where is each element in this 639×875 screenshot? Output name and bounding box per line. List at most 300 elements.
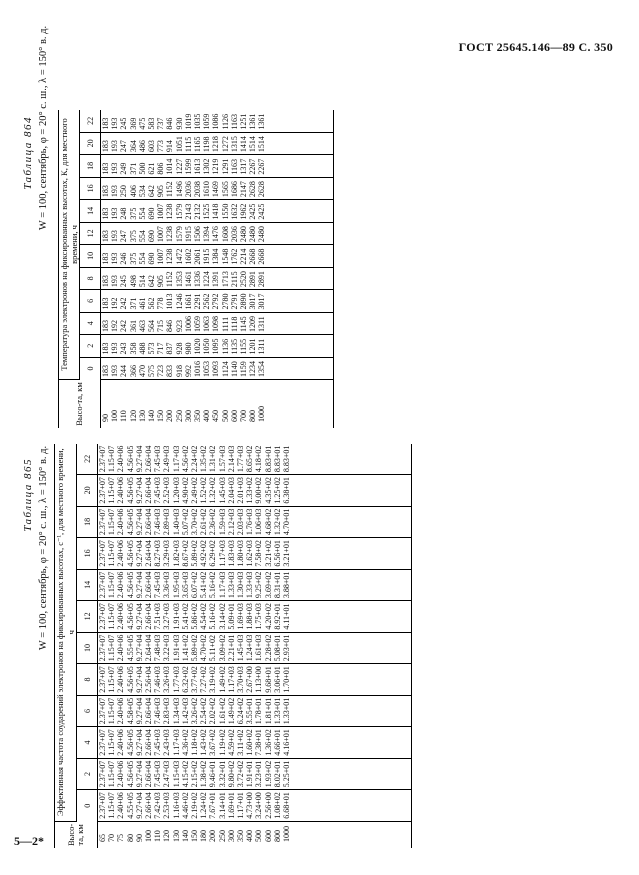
cell-value: 4.56+05 (125, 760, 135, 788)
cell-value: 1.43+02 (199, 729, 209, 756)
cell-value: 1394 (202, 226, 212, 243)
cell-value: 2.40+06 (116, 634, 126, 662)
cell-value: 1007 (156, 248, 166, 265)
cell-value: 4.68+02 (263, 508, 273, 536)
cell-value: 2.89+03 (162, 508, 172, 536)
cell-value: 4.56+05 (125, 445, 135, 473)
cell-value: 5.11+02 (208, 634, 218, 662)
cell-value: 1311 (257, 338, 267, 355)
cell-value: 2480 (248, 226, 258, 243)
cell-value: 4.70+01 (282, 508, 292, 536)
cell-value: 3.36+03 (162, 571, 172, 599)
cell-value: 6.07+02 (190, 571, 200, 599)
cell-value: 2.66+04 (144, 603, 154, 630)
cell-value: 1020 (193, 338, 203, 355)
cell-value: 2.40+06 (116, 508, 126, 536)
cell-value: 9.27+04 (134, 603, 144, 630)
cell-value: 1152 (165, 271, 175, 288)
cell-value: 5.89+02 (190, 540, 200, 567)
cell-value: 690 (147, 207, 157, 220)
cell-value: 1472 (174, 248, 184, 265)
cell-value: 3.23+01 (254, 760, 264, 788)
cell-value: 1.91+01 (245, 760, 255, 788)
cell-value: 5.16+02 (208, 571, 218, 599)
cell-value: 1118 (229, 316, 239, 333)
cell-value: 1.75+03 (254, 603, 264, 630)
cell-value: 1.93+02 (263, 760, 273, 788)
cell-value: 192 (110, 297, 120, 310)
cell-value: 5.86+02 (190, 603, 200, 630)
cell-value: 8.67+02 (180, 540, 190, 567)
cell-value: 1.15+07 (107, 729, 117, 756)
hour-header: 4 (77, 727, 98, 759)
cell-value: 1.82+03 (171, 540, 181, 567)
cell-value: 1548 (220, 248, 230, 265)
cell-value: 3.88+01 (282, 571, 292, 599)
value-column (101, 267, 334, 289)
altitude-value: 65 (98, 834, 107, 842)
cell-value: 2.66+04 (144, 792, 154, 819)
cell-value: 4.56+05 (125, 540, 135, 567)
cell-value: 717 (156, 342, 166, 355)
cell-value: 1.91+03 (171, 603, 181, 630)
hour-header: 16 (80, 177, 101, 199)
cell-value: 1019 (183, 113, 193, 130)
cell-value: 183 (101, 297, 110, 310)
cell-value: 1.15+03 (171, 760, 181, 788)
cell-value: 806 (156, 162, 166, 175)
cell-value: 3.70+02 (190, 508, 200, 536)
cell-value: 1163 (229, 113, 239, 130)
cell-value: 2562 (202, 293, 212, 310)
table-865-block (20, 445, 620, 848)
cell-value: 3017 (248, 293, 258, 310)
cell-value: 930 (174, 117, 184, 130)
altitude-value: 800 (248, 410, 258, 422)
cell-value: 7.45+03 (153, 760, 163, 788)
cell-value: 1317 (239, 158, 249, 175)
value-column (101, 290, 334, 312)
cell-value: 3.21+02 (263, 540, 273, 567)
cell-value: 554 (137, 252, 147, 265)
value-column (98, 664, 412, 696)
cell-value: 2.37+07 (98, 760, 107, 788)
cell-value: 7.38+01 (254, 729, 264, 756)
cell-value: 1713 (220, 271, 230, 288)
cell-value: 2.66+04 (144, 760, 154, 788)
cell-value: 4.56+05 (125, 477, 135, 504)
cell-value: 1007 (156, 226, 166, 243)
cell-value: 1251 (239, 113, 249, 130)
hour-header: 22 (80, 110, 101, 132)
cell-value: 1579 (174, 226, 184, 243)
cell-value: 1111 (220, 316, 230, 333)
cell-value: 2.37+07 (98, 666, 107, 693)
cell-value: 1234 (248, 361, 258, 377)
hour-header: 0 (77, 790, 98, 822)
cell-value: 8.31+01 (272, 571, 282, 599)
cell-value: 9.27+04 (134, 697, 144, 725)
cell-value: 2.21+01 (226, 634, 236, 662)
cell-value: 498 (128, 275, 138, 288)
cell-value: 6.32+02 (180, 666, 190, 693)
cell-value: 1311 (257, 316, 267, 333)
cell-value: 3.09+02 (217, 634, 227, 662)
cell-value: 3.69+02 (263, 571, 273, 599)
altitude-value: 140 (147, 410, 157, 422)
cell-value: 1.40+03 (171, 508, 181, 536)
cell-value: 5.08+01 (272, 634, 282, 662)
hour-header: 0 (80, 357, 101, 379)
cell-value: 1.76+03 (245, 508, 255, 536)
cell-value: 8.83+01 (282, 445, 292, 473)
data-table (58, 110, 334, 428)
cell-value: 248 (119, 207, 129, 220)
altitude-value: 140 (180, 830, 190, 842)
cell-value: 1.31+02 (208, 445, 218, 473)
hour-header: 20 (80, 132, 101, 154)
cell-value: 2.66+04 (144, 445, 154, 473)
cell-value: 7.42+03 (153, 792, 163, 819)
cell-value: 486 (137, 140, 147, 153)
cell-value: 2.14+03 (226, 445, 236, 473)
cell-value: 1291 (220, 158, 230, 175)
hour-header: 6 (77, 695, 98, 727)
cell-value: 375 (128, 207, 138, 220)
cell-value: 3.24+00 (254, 792, 264, 819)
cell-value: 1007 (156, 203, 166, 220)
cell-value: 249 (119, 162, 129, 175)
cell-value: 193 (110, 207, 120, 220)
cell-value: 183 (101, 140, 110, 153)
cell-value: 642 (147, 275, 157, 288)
cell-value: 2.66+04 (144, 477, 154, 504)
cell-value: 1.08+02 (272, 792, 282, 819)
cell-value: 3.11+02 (236, 729, 246, 756)
cell-value: 2036 (183, 181, 193, 198)
cell-value: 1565 (220, 181, 230, 198)
cell-value: 1.17+03 (171, 729, 181, 756)
cell-value: 1.80+03 (236, 540, 246, 567)
cell-value: 4.90+02 (180, 477, 190, 504)
altitude-value: 250 (174, 410, 184, 422)
altitude-value: 150 (156, 410, 166, 422)
cell-value: 1.24+02 (199, 792, 209, 819)
cell-value: 1.41+02 (180, 634, 190, 662)
value-column (98, 538, 412, 570)
cell-value: 193 (110, 252, 120, 265)
value-column (101, 155, 334, 177)
cell-value: 8.65+02 (245, 445, 255, 473)
value-column (101, 335, 334, 357)
cell-value: 3.26+02 (190, 697, 200, 725)
cell-value: 366 (128, 365, 138, 377)
altitude-value: 1000 (282, 826, 292, 842)
cell-value: 1.91+03 (171, 634, 181, 662)
cell-value: 2.40+06 (116, 760, 126, 788)
cell-value: 1059 (202, 113, 212, 130)
cell-value: 1496 (174, 181, 184, 198)
cell-value: 2791 (229, 293, 239, 310)
cell-value: 4.16+01 (282, 729, 292, 756)
cell-value: 183 (101, 117, 110, 130)
cell-value: 2.40+06 (116, 666, 126, 693)
cell-value: 2.28+02 (263, 634, 273, 662)
cell-value: 1525 (202, 203, 212, 220)
cell-value: 1.95+03 (171, 571, 181, 599)
cell-value: 192 (110, 320, 120, 333)
cell-value: 1126 (220, 113, 230, 130)
cell-value: 3.29+03 (162, 540, 172, 567)
cell-value: 737 (156, 117, 166, 130)
cell-value: 247 (119, 140, 129, 153)
cell-value: 193 (110, 117, 120, 130)
cell-value: 3.19+02 (208, 666, 218, 693)
cell-value: 928 (174, 342, 184, 355)
cell-value: 1.49+02 (217, 666, 227, 693)
cell-value: 575 (147, 365, 157, 377)
cell-value: 2.54+02 (199, 697, 209, 725)
cell-value: 371 (128, 297, 138, 310)
cell-value: 918 (174, 365, 184, 377)
cell-value: 1051 (174, 136, 184, 153)
cell-value: 1302 (202, 158, 212, 175)
altitude-column (101, 380, 334, 429)
cell-value: 243 (119, 342, 129, 355)
altitude-value: 130 (137, 410, 147, 422)
value-column (101, 200, 334, 222)
value-column (101, 132, 334, 154)
cell-value: 2.37+07 (98, 445, 107, 473)
cell-value: 4.35+02 (263, 477, 273, 504)
cell-value: 4.18+02 (254, 445, 264, 473)
cell-value: 9.27+04 (134, 729, 144, 756)
cell-value: 1098 (211, 316, 221, 333)
cell-value: 923 (174, 320, 184, 333)
cell-value: 1361 (257, 113, 267, 130)
cell-value: 5.16+02 (208, 603, 218, 630)
cell-value: 2.24+02 (190, 445, 200, 473)
cell-value: 1.81+01 (263, 697, 273, 725)
cell-value: 9.27+04 (134, 540, 144, 567)
altitude-value: 300 (183, 410, 193, 422)
cell-value: 2147 (239, 181, 249, 198)
cell-value: 3.26+03 (162, 666, 172, 693)
value-column (98, 444, 412, 475)
cell-value: 463 (137, 320, 147, 333)
cell-value: 4.36+02 (180, 729, 190, 756)
cell-value: 1246 (174, 293, 184, 310)
cell-value: 9.80+02 (226, 760, 236, 788)
cell-value: 534 (137, 185, 147, 198)
cell-value: 9.27+04 (134, 445, 144, 473)
cell-value: 9.27+04 (134, 634, 144, 662)
cell-value: 2.19+02 (190, 792, 200, 819)
cell-value: 1461 (183, 271, 193, 288)
cell-value: 1.34+03 (171, 697, 181, 725)
cell-value: 8.83+01 (272, 445, 282, 473)
cell-value: 4.55+05 (125, 792, 135, 819)
cell-value: 2.37+07 (98, 540, 107, 567)
altitude-value: 800 (272, 830, 282, 842)
cell-value: 1.06+03 (254, 508, 264, 536)
cell-value: 1414 (239, 136, 249, 153)
altitude-value: 400 (202, 410, 212, 422)
cell-value: 4.56+05 (125, 729, 135, 756)
altitude-value: 450 (211, 410, 221, 422)
cell-value: 1155 (239, 338, 249, 355)
page-header: ГОСТ 25645.146—89 С. 350 (458, 40, 613, 54)
cell-value: 715 (156, 320, 166, 333)
cell-value: 2.12+03 (226, 508, 236, 536)
cell-value: 2132 (193, 203, 203, 220)
cell-value: 2.37+07 (98, 603, 107, 630)
cell-value: 7.45+03 (153, 571, 163, 599)
altitude-value: 120 (162, 830, 172, 842)
cell-value: 1135 (229, 338, 239, 355)
cell-value: 1.15+07 (107, 508, 117, 536)
cell-value: 183 (101, 275, 110, 288)
cell-value: 1.17+03 (171, 445, 181, 473)
cell-value: 183 (101, 252, 110, 265)
cell-value: 1050 (202, 338, 212, 355)
cell-value: 7.45+03 (153, 445, 163, 473)
cell-value: 1198 (202, 136, 212, 153)
cell-value: 1140 (229, 361, 239, 377)
cell-value: 250 (119, 185, 129, 198)
cell-value: 1.70+01 (282, 666, 292, 693)
cell-value: 9.27+04 (134, 760, 144, 788)
cell-value: 1550 (220, 203, 230, 220)
cell-value: 1.17+03 (217, 540, 227, 567)
cell-value: 4.56+05 (125, 508, 135, 536)
altitude-value: 180 (199, 830, 209, 842)
cell-value: 3.14+02 (217, 603, 227, 630)
cell-value: 4.66+01 (272, 729, 282, 756)
cell-value: 1476 (211, 226, 221, 243)
cell-value: 1.42+03 (180, 697, 190, 725)
value-column (101, 357, 334, 379)
cell-value: 583 (147, 117, 157, 130)
cell-value: 3.32+01 (217, 760, 227, 788)
cell-value: 1238 (165, 248, 175, 265)
cell-value: 4.70+02 (199, 634, 209, 662)
altitude-header: Высо-та, км (59, 380, 101, 429)
hour-header: 10 (77, 632, 98, 664)
cell-value: 833 (165, 365, 175, 377)
cell-value: 2.04+03 (226, 477, 236, 504)
cell-value: 2.37+07 (98, 697, 107, 725)
hour-header: 6 (80, 290, 101, 312)
cell-value: 183 (101, 162, 110, 175)
cell-value: 2891 (257, 271, 267, 288)
cell-value: 1.83+03 (226, 540, 236, 567)
cell-value: 406 (128, 185, 138, 198)
cell-value: 1506 (193, 226, 203, 243)
cell-value: 1.15+07 (107, 760, 117, 788)
cell-value: 1.15+07 (107, 792, 117, 819)
cell-value: 1.32+02 (208, 477, 218, 504)
cell-value: 8.27+03 (153, 540, 163, 567)
cell-value: 470 (137, 365, 147, 377)
cell-value: 246 (119, 252, 129, 265)
cell-value: 837 (165, 342, 175, 355)
cell-value: 183 (101, 342, 110, 355)
value-column (98, 569, 412, 601)
value-column (98, 632, 412, 664)
cell-value: 1.20+03 (171, 477, 181, 504)
cell-value: 573 (147, 342, 157, 355)
cell-value: 1.33+01 (282, 697, 292, 725)
cell-value: 1469 (211, 181, 221, 198)
cell-value: 2.40+06 (116, 729, 126, 756)
value-column (101, 110, 334, 132)
cell-value: 3.77+02 (190, 666, 200, 693)
cell-value: 1514 (248, 136, 258, 153)
cell-value: 1.78+01 (254, 697, 264, 725)
altitude-value: 500 (220, 410, 230, 422)
cell-value: 9.27+04 (134, 666, 144, 693)
cell-value: 3.72+02 (236, 760, 246, 788)
cell-value: 1.59+03 (217, 508, 227, 536)
cell-value: 4.56+05 (125, 666, 135, 693)
cell-value: 3017 (257, 293, 267, 310)
cell-value: 1391 (211, 271, 221, 288)
cell-value: 2.37+07 (98, 477, 107, 504)
cell-value: 2.56+04 (144, 666, 154, 693)
cell-value: 1.16+03 (171, 792, 181, 819)
cell-value: 5.25+01 (282, 760, 292, 788)
cell-value: 1.45+03 (217, 477, 227, 504)
cell-value: 1218 (211, 136, 221, 153)
cell-value: 4.73+00 (245, 792, 255, 819)
cell-value: 361 (128, 320, 138, 333)
cell-value: 1014 (165, 158, 175, 175)
cell-value: 1.62+03 (245, 540, 255, 567)
cell-value: 183 (101, 365, 110, 377)
cell-value: 1.18+02 (190, 729, 200, 756)
cell-value: 2628 (257, 181, 267, 198)
cell-value: 4.59+02 (226, 729, 236, 756)
cell-value: 1.32+02 (272, 508, 282, 536)
cell-value: 1086 (211, 113, 221, 130)
hour-header: 2 (80, 335, 101, 357)
cell-value: 245 (119, 275, 129, 288)
cell-value: 2291 (193, 293, 203, 310)
cell-value: 2.83+03 (162, 697, 172, 725)
altitude-column (98, 821, 412, 848)
cell-value: 2.67+00 (245, 666, 255, 693)
altitude-value: 90 (101, 414, 110, 422)
cell-value: 1238 (165, 203, 175, 220)
value-column (101, 312, 334, 334)
table-label: Таблица 864 (22, 116, 34, 190)
cell-value: 1915 (202, 248, 212, 265)
hour-header: 8 (80, 267, 101, 289)
cell-value: 1053 (202, 361, 212, 377)
cell-value: 1145 (239, 316, 249, 333)
cell-value: 2.40+06 (116, 697, 126, 725)
cell-value: 2.37+07 (98, 729, 107, 756)
cell-value: 1613 (193, 158, 203, 175)
cell-value: 905 (156, 185, 166, 198)
cell-value: 2.40+06 (116, 540, 126, 567)
cell-value: 2668 (257, 248, 267, 265)
cell-value: 1.52+02 (199, 477, 209, 504)
altitude-value: 110 (119, 410, 129, 422)
cell-value: 9.00+02 (254, 477, 264, 504)
page-footer: 5—2* (14, 834, 44, 848)
